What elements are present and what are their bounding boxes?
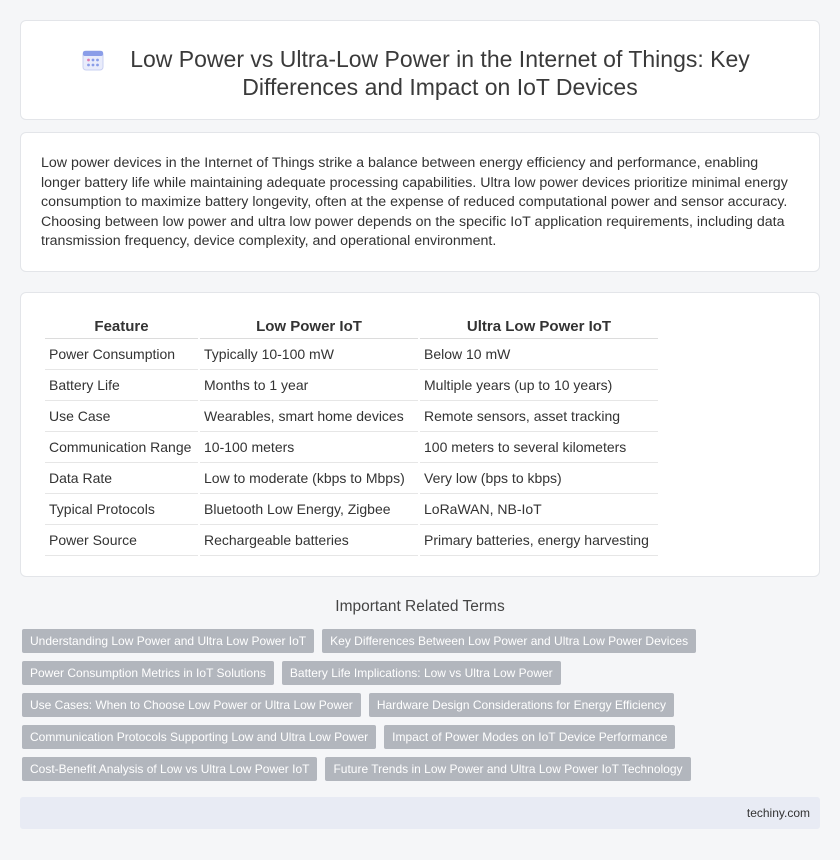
comparison-card (20, 292, 820, 577)
comparison-table (43, 315, 660, 556)
related-term-tag[interactable]: Cost-Benefit Analysis of Low vs Ultra Low Power IoT (22, 757, 317, 781)
footer-site-link[interactable]: techiny.com (746, 806, 810, 820)
table-cell: Below 10 mW (420, 339, 658, 370)
table-cell: Rechargeable batteries (200, 525, 418, 556)
header-low-power: Low Power IoT (200, 315, 418, 339)
table-cell: 10-100 meters (200, 432, 418, 463)
table-row (45, 370, 658, 401)
table-cell: Use Case (45, 401, 198, 432)
table-cell: Low to moderate (kbps to Mbps) (200, 463, 418, 494)
header-feature: Feature (45, 315, 198, 339)
page-title: Low Power vs Ultra-Low Power in the Internet of Things: Key Differences and Impact on IoT Devices (130, 46, 750, 100)
footer-bar (20, 797, 820, 829)
related-term-tag[interactable]: Use Cases: When to Choose Low Power or Ultra Low Power (22, 693, 361, 717)
table-cell: Typical Protocols (45, 494, 198, 525)
table-cell: Typically 10-100 mW (200, 339, 418, 370)
related-term-tag[interactable]: Power Consumption Metrics in IoT Solutions (22, 661, 274, 685)
related-term-tag[interactable]: Understanding Low Power and Ultra Low Power IoT (22, 629, 314, 653)
table-row (45, 463, 658, 494)
related-terms-heading: Important Related Terms (335, 598, 505, 615)
table-header-row (45, 315, 658, 339)
table-cell: Wearables, smart home devices (200, 401, 418, 432)
table-cell: Battery Life (45, 370, 198, 401)
table-cell: Primary batteries, energy harvesting (420, 525, 658, 556)
table-cell: Power Source (45, 525, 198, 556)
table-cell: Remote sensors, asset tracking (420, 401, 658, 432)
table-cell: Power Consumption (45, 339, 198, 370)
table-cell: LoRaWAN, NB-IoT (420, 494, 658, 525)
related-term-tag[interactable]: Communication Protocols Supporting Low and Ultra Low Power (22, 725, 376, 749)
related-term-tag[interactable]: Battery Life Implications: Low vs Ultra Low Power (282, 661, 561, 685)
title-card (20, 20, 820, 120)
intro-paragraph: Low power devices in the Internet of Things strike a balance between energy efficiency and performance, enabling longer battery life while maintaining adequate processing capabilities. Ultra low power devices prioritize minimal energy consumption to maximize battery longevity, often at the expense of reduced computational power and sensor accuracy. Choosing between low power and ultra low power depends on the specific IoT application requirements, including data transmission frequency, device complexity, and operational environment. (41, 155, 788, 249)
related-term-tag[interactable]: Future Trends in Low Power and Ultra Low Power IoT Technology (325, 757, 690, 781)
table-cell: Very low (bps to kbps) (420, 463, 658, 494)
table-cell: Communication Range (45, 432, 198, 463)
table-cell: Data Rate (45, 463, 198, 494)
header-ultra-low-power: Ultra Low Power IoT (420, 315, 658, 339)
table-cell: Months to 1 year (200, 370, 418, 401)
table-cell: Multiple years (up to 10 years) (420, 370, 658, 401)
related-term-tag[interactable]: Impact of Power Modes on IoT Device Performance (384, 725, 675, 749)
table-row (45, 339, 658, 370)
table-cell: 100 meters to several kilometers (420, 432, 658, 463)
related-term-tag[interactable]: Hardware Design Considerations for Energy Efficiency (369, 693, 674, 717)
table-row (45, 432, 658, 463)
related-term-tag[interactable]: Key Differences Between Low Power and Ultra Low Power Devices (322, 629, 696, 653)
table-row (45, 494, 658, 525)
intro-card (20, 132, 820, 272)
table-cell: Bluetooth Low Energy, Zigbee (200, 494, 418, 525)
table-row (45, 401, 658, 432)
related-terms-list (22, 629, 822, 781)
table-row (45, 525, 658, 556)
